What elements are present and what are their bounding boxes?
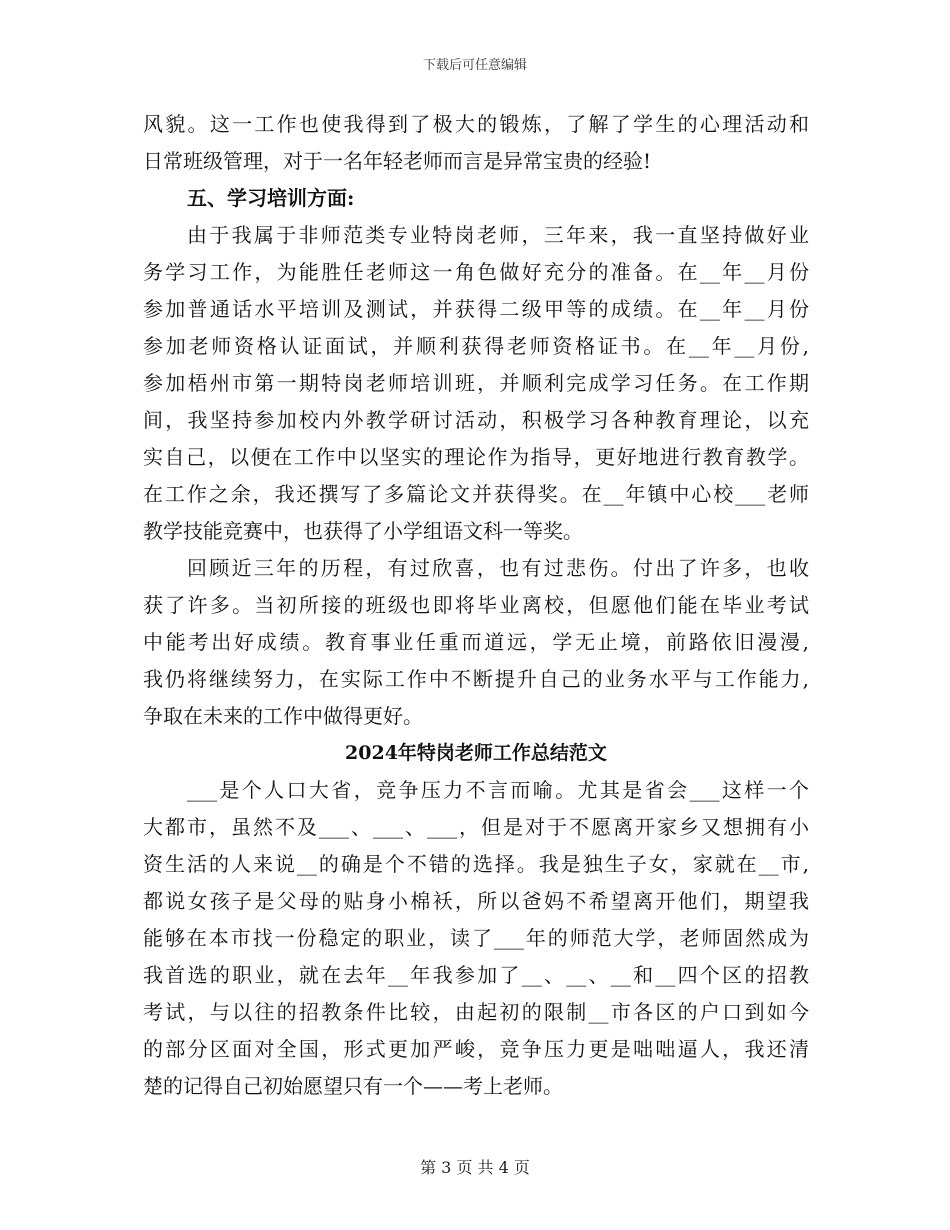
text-line: 考试，与以往的招教条件比较，由起初的限制__市各区的户口到如今	[143, 1000, 809, 1024]
text-line: 楚的记得自己初始愿望只有一个——考上老师。	[143, 1074, 563, 1098]
text-line: 我首选的职业，就在去年__年我参加了__、__、__和__四个区的招教	[143, 963, 809, 987]
text-line: 都说女孩子是父母的贴身小棉袄，所以爸妈不希望离开他们，期望我	[143, 889, 809, 913]
text-line: 大都市，虽然不及___、___、___，但是对于不愿离开家乡又想拥有小	[143, 815, 809, 839]
text-line: 在工作之余，我还撰写了多篇论文并获得奖。在__年镇中心校___老师	[143, 482, 809, 506]
page-header: 下载后可任意编辑	[422, 58, 527, 73]
text-line: 获了许多。当初所接的班级也即将毕业离校，但愿他们能在毕业考试	[143, 593, 809, 617]
text-line: 参加梧州市第一期特岗老师培训班，并顺利完成学习任务。在工作期	[143, 371, 809, 395]
document-body	[143, 106, 809, 1105]
text-line: 回顾近三年的历程，有过欣喜，也有过悲伤。付出了许多，也收	[187, 556, 809, 580]
text-line: 由于我属于非师范类专业特岗老师，三年来，我一直坚持做好业	[187, 223, 809, 247]
text-line: 参加老师资格认证面试，并顺利获得老师资格证书。在__年__月份,	[143, 334, 809, 358]
text-line: 日常班级管理，对于一名年轻老师而言是异常宝贵的经验!	[143, 149, 652, 173]
text-line: 能够在本市找一份稳定的职业，读了___年的师范大学，老师固然成为	[143, 926, 809, 950]
section-heading: 五、学习培训方面:	[187, 186, 355, 210]
document-title: 2024年特岗老师工作总结范文	[345, 742, 607, 764]
text-line: 资生活的人来说__的确是个不错的选择。我是独生子女，家就在__市,	[143, 852, 809, 876]
text-line: 中能考出好成绩。教育事业任重而道远，学无止境，前路依旧漫漫,	[143, 630, 809, 654]
text-line: ___是个人口大省，竞争压力不言而喻。尤其是省会___这样一个	[187, 778, 809, 802]
text-line: 我仍将继续努力，在实际工作中不断提升自己的业务水平与工作能力,	[143, 667, 809, 691]
page-number: 第 3 页 共 4 页	[420, 1158, 530, 1177]
text-line: 风貌。这一工作也使我得到了极大的锻炼，了解了学生的心理活动和	[143, 112, 809, 136]
text-line: 参加普通话水平培训及测试，并获得二级甲等的成绩。在__年__月份	[143, 297, 809, 321]
text-line: 的部分区面对全国，形式更加严峻，竞争压力更是咄咄逼人，我还清	[143, 1037, 809, 1061]
text-line: 间，我坚持参加校内外教学研讨活动，积极学习各种教育理论，以充	[143, 408, 809, 432]
text-line: 争取在未来的工作中做得更好。	[143, 704, 423, 728]
text-line: 实自己，以便在工作中以坚实的理论作为指导，更好地进行教育教学。	[143, 445, 809, 469]
text-line: 教学技能竞赛中，也获得了小学组语文科一等奖。	[143, 519, 583, 543]
text-line: 务学习工作，为能胜任老师这一角色做好充分的准备。在__年__月份	[143, 260, 809, 284]
